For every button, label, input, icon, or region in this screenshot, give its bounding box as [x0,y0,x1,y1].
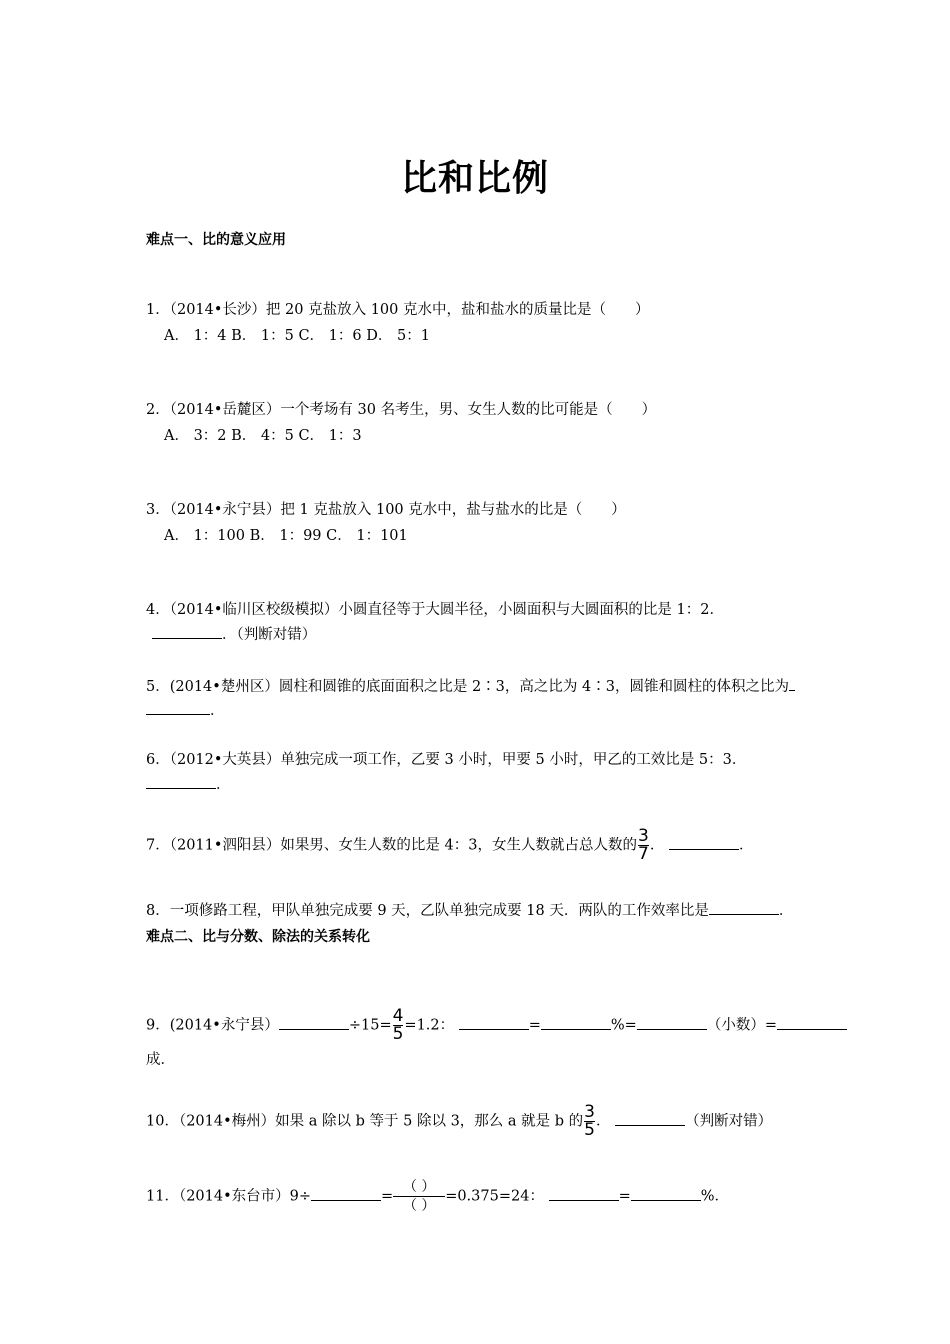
question-10: 10．（2014•梅州）如果 a 除以 b 等于 5 除以 3，那么 a 就是 b 的 $\frac{3}{5}$ ． （判断对错） [146,1102,773,1140]
fraction-blank[interactable]: $\frac{( )}{( )}$ [393,1178,445,1215]
question-6-suffix: ． [216,777,231,793]
answer-blank[interactable] [146,700,210,715]
answer-blank[interactable] [615,1111,685,1126]
answer-blank[interactable] [549,1186,619,1201]
fraction-3-5: $\frac{3}{5}$ [584,1102,595,1140]
question-9-end: 成． [146,1052,175,1068]
question-4: 4．（2014•临川区校级模拟）小圆直径等于大圆半径，小圆面积与大圆面积的比是 1：2． [146,602,724,618]
page-title: 比和比例 [400,158,549,199]
question-4-answer-line [152,624,316,645]
section-heading-2: 难点二、比与分数、除法的关系转化 [146,929,370,945]
fraction-3-7: $\frac{3}{7}$ [638,826,649,864]
question-4-suffix: ．（判断对错） [222,627,317,643]
question-5-answer-line [146,700,225,721]
question-2: 2．（2014•岳麓区）一个考场有 30 名考生，男、女生人数的比可能是（ ） [146,402,657,418]
section-heading-1: 难点一、比的意义应用 [146,232,286,248]
question-3: 3．（2014•永宁县）把 1 克盐放入 100 克水中，盐与盐水的比是（ ） [146,502,626,518]
question-1: 1．（2014•长沙）把 20 克盐放入 100 克水中，盐和盐水的质量比是（ ） [146,302,650,318]
question-8: 8．一项修路工程，甲队单独完成要 9 天，乙队单独完成要 18 天．两队的工作效率比是 ． [146,900,793,921]
answer-blank[interactable] [777,1015,847,1030]
question-6: 6．（2012•大英县）单独完成一项工作，乙要 3 小时，甲要 5 小时，甲乙的工效比是 5：3． [146,752,747,768]
question-8-text: 8．一项修路工程，甲队单独完成要 9 天，乙队单独完成要 18 天．两队的工作效率比是 [146,903,709,919]
answer-blank[interactable] [146,774,216,789]
question-2-options: A． 3：2 B． 4：5 C． 1：3 [164,428,362,444]
question-3-options: A． 1：100 B． 1：99 C． 1：101 [164,528,408,544]
answer-blank[interactable] [311,1186,381,1201]
question-5-text: 5．(2014•楚州区）圆柱和圆锥的底面面积之比是 2∶3，高之比为 4∶3，圆锥和圆柱的体积之比为 [146,679,789,695]
answer-blank[interactable] [459,1015,529,1030]
question-5 [146,676,795,697]
answer-blank[interactable] [279,1015,349,1030]
answer-blank[interactable] [789,676,795,691]
answer-blank[interactable] [631,1186,701,1201]
question-7-text: 7．（2011•泗阳县）如果男、女生人数的比是 4：3，女生人数就占总人数的 [146,837,637,854]
answer-blank[interactable] [637,1015,707,1030]
answer-blank[interactable] [541,1015,611,1030]
question-5-suffix: ． [210,703,225,719]
answer-blank[interactable] [709,900,779,915]
question-6-answer-line [146,774,231,795]
question-11: 11．（2014•东台市）9÷ = $\frac{( )}{( )}$ =0.375=24： = %． [146,1179,729,1214]
question-9: 9．(2014•永宁县） ÷15= $\frac{4}{5}$ =1.2： = %= （小数）= [146,1008,847,1043]
question-7: 7．（2011•泗阳县）如果男、女生人数的比是 4：3，女生人数就占总人数的 $\frac{3}{7}$ ． ． [146,826,754,864]
fraction-4-5: $\frac{4}{5}$ [392,1006,404,1044]
answer-blank[interactable] [152,624,222,639]
question-1-options: A． 1：4 B． 1：5 C． 1：6 D． 5：1 [164,328,430,344]
question-10-text: 10．（2014•梅州）如果 a 除以 b 等于 5 除以 3，那么 a 就是 b 的 [146,1113,584,1130]
answer-blank[interactable] [669,835,739,850]
